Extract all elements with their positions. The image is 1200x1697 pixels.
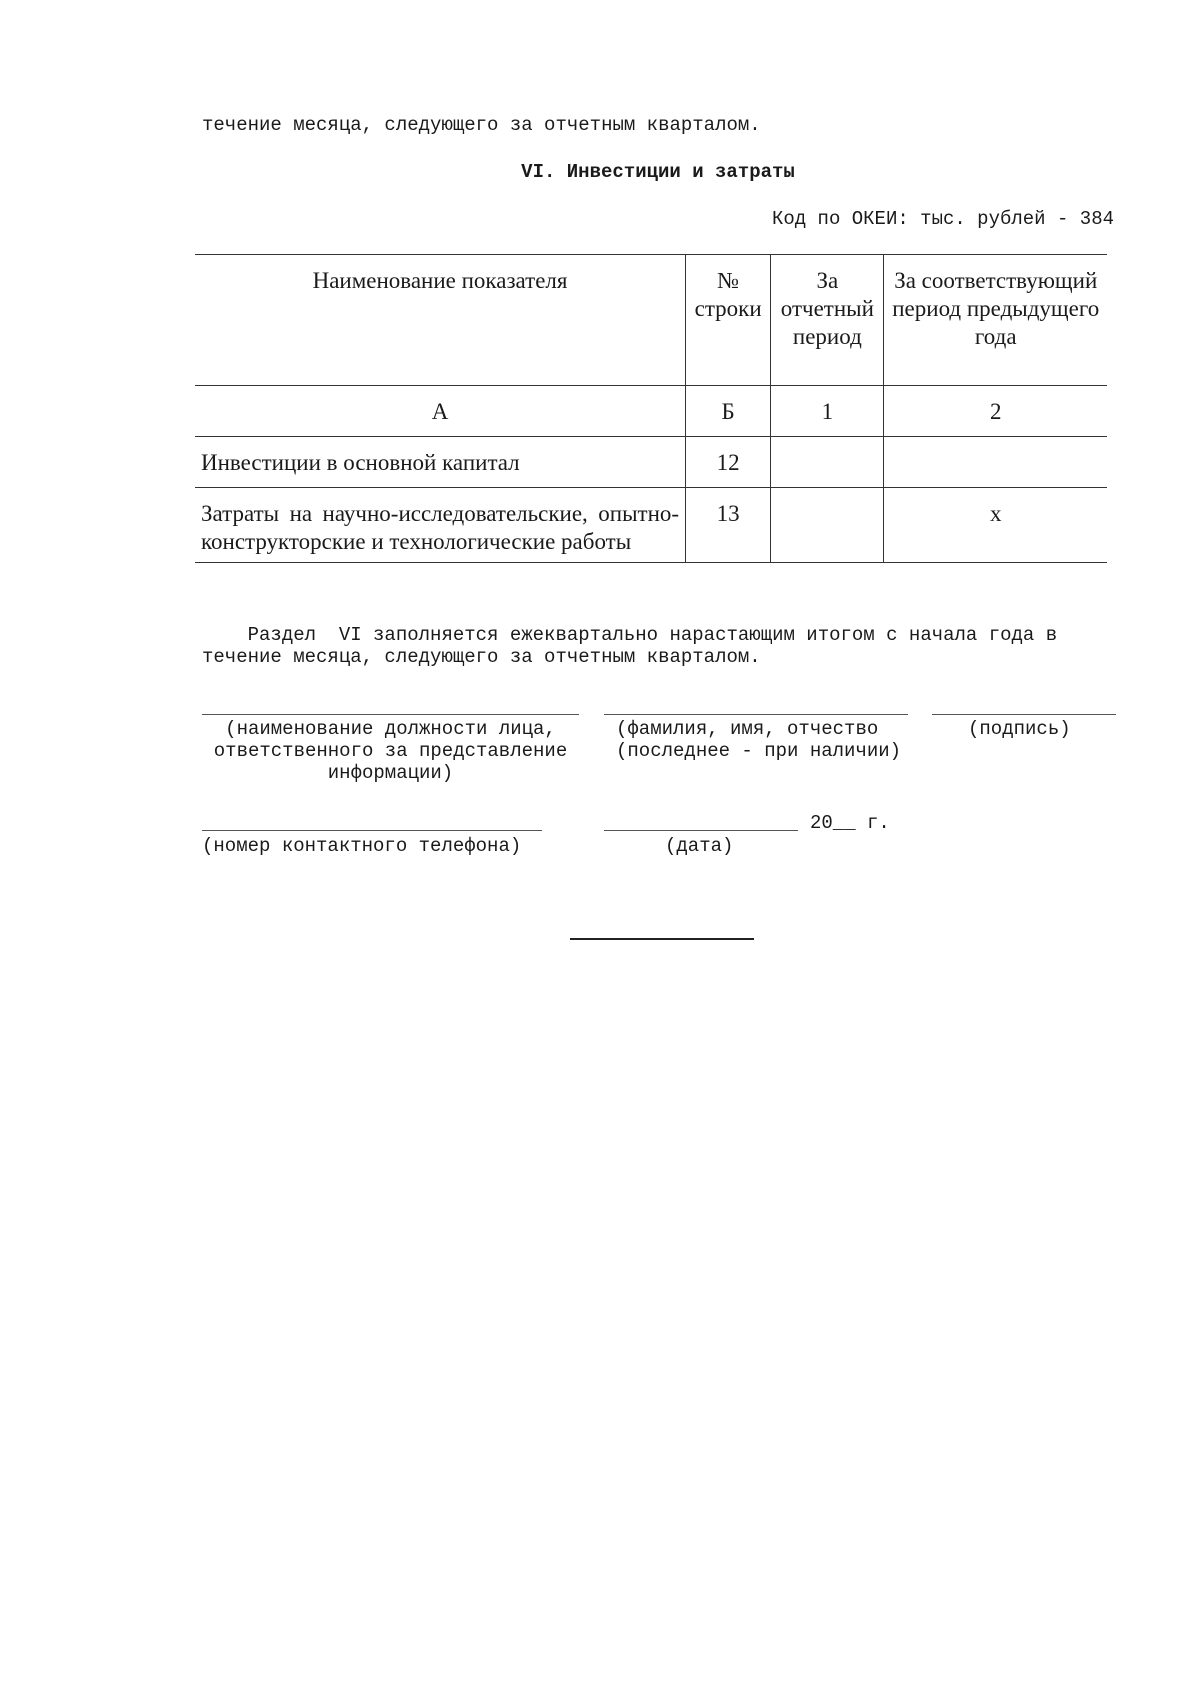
phone-caption: (номер контактного телефона)	[202, 835, 522, 857]
row-number: 13	[686, 488, 771, 563]
column-code-b: Б	[686, 386, 771, 437]
section-note: Раздел VI заполняется ежеквартально нарастающим итогом с начала года в течение месяца, следующего за отчетным кварталом.	[202, 624, 1058, 668]
table-row	[195, 437, 1107, 488]
year-text: 20__ г.	[810, 812, 890, 834]
row-previous-value: x	[884, 488, 1107, 563]
end-rule	[570, 938, 754, 940]
row-current-value[interactable]	[771, 488, 884, 563]
section-title: VI. Инвестиции и затраты	[521, 161, 795, 183]
position-caption: (наименование должности лица, ответственного за представление информации)	[213, 718, 568, 784]
header-previous-period: За соответствующий период предыдущего года	[884, 255, 1107, 386]
phone-line	[202, 830, 542, 831]
row-name: Затраты на научно-исследовательские, опытно-конструкторские и технологические работы	[195, 488, 686, 563]
investments-table	[195, 254, 1107, 563]
column-code-1: 1	[771, 386, 884, 437]
row-current-value[interactable]	[771, 437, 884, 488]
row-number: 12	[686, 437, 771, 488]
table-column-codes-row	[195, 386, 1107, 437]
header-row-number: № строки	[686, 255, 771, 386]
fio-caption: (фамилия, имя, отчество (последнее - при наличии)	[616, 718, 902, 762]
fio-signature-line	[604, 714, 908, 715]
column-code-a: А	[195, 386, 686, 437]
table-header-row	[195, 255, 1107, 386]
header-indicator-name: Наименование показателя	[195, 255, 686, 386]
table-row	[195, 488, 1107, 563]
date-caption: (дата)	[665, 835, 734, 857]
signature-line	[932, 714, 1116, 715]
row-name: Инвестиции в основной капитал	[195, 437, 686, 488]
position-signature-line	[202, 714, 579, 715]
column-code-2: 2	[884, 386, 1107, 437]
continued-text-line: течение месяца, следующего за отчетным кварталом.	[202, 114, 761, 136]
date-line	[604, 830, 798, 831]
row-previous-value[interactable]	[884, 437, 1107, 488]
okei-code: Код по ОКЕИ: тыс. рублей - 384	[771, 208, 1114, 230]
header-current-period: За отчетный период	[771, 255, 884, 386]
signature-caption: (подпись)	[968, 718, 1071, 740]
